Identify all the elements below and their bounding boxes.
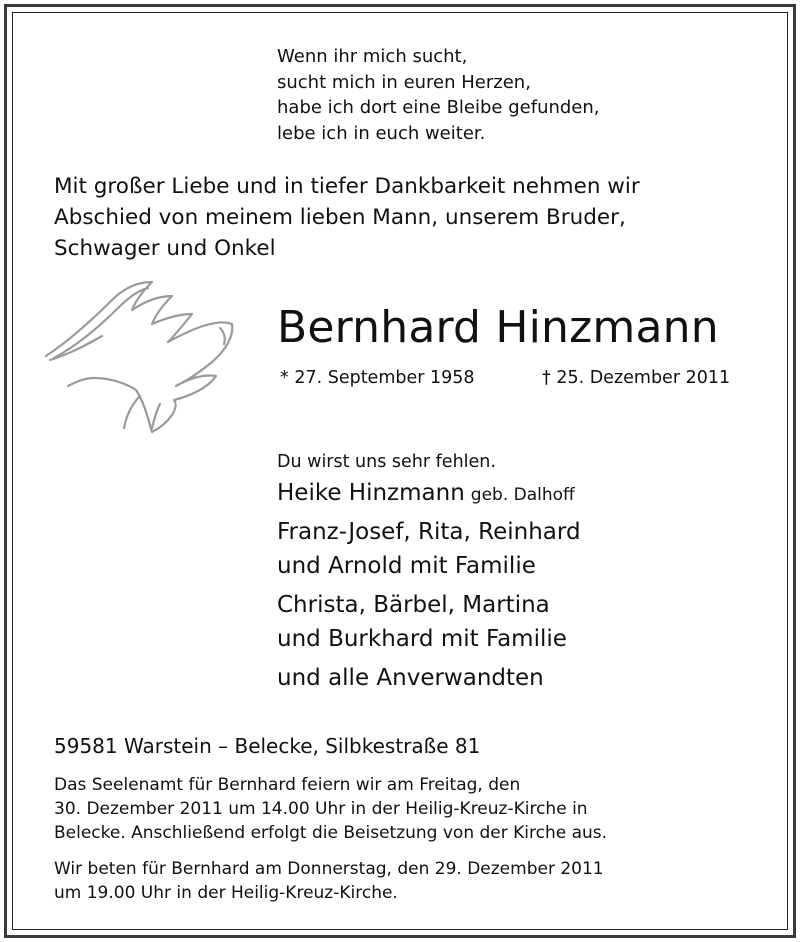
spouse-name: Heike Hinzmann	[277, 480, 465, 506]
birth-date: * 27. September 1958	[280, 368, 475, 388]
family-line: und Arnold mit Familie	[277, 553, 536, 579]
dove-icon	[40, 278, 240, 438]
prayer-line: Wir beten für Bernhard am Donnerstag, den 29. Dezember 2011	[54, 859, 604, 879]
poem	[277, 44, 600, 146]
poem-line: lebe ich in euch weiter.	[277, 122, 486, 144]
service-line: Belecke. Anschließend erfolgt die Beisetzung von der Kirche aus.	[54, 823, 608, 843]
family-line: Franz-Josef, Rita, Reinhard	[277, 519, 581, 545]
poem-line: Wenn ihr mich sucht,	[277, 46, 468, 67]
intro-text	[54, 171, 640, 264]
poem-line: habe ich dort eine Bleibe gefunden,	[277, 97, 600, 118]
deceased-name: Bernhard Hinzmann	[277, 302, 719, 353]
mourners-intro: Du wirst uns sehr fehlen.	[277, 452, 496, 472]
prayer-line: um 19.00 Uhr in der Heilig-Kreuz-Kirche.	[54, 883, 398, 903]
intro-line: Mit großer Liebe und in tiefer Dankbarkeit nehmen wir	[54, 174, 640, 199]
spouse	[277, 480, 575, 506]
intro-line: Schwager und Onkel	[54, 236, 276, 261]
family-line: Christa, Bärbel, Martina	[277, 592, 550, 618]
family-line: und alle Anverwandten	[277, 665, 544, 691]
service-line: Das Seelenamt für Bernhard feiern wir am Freitag, den	[54, 775, 521, 795]
family-line: und Burkhard mit Familie	[277, 626, 567, 652]
prayer-notice	[54, 857, 604, 905]
death-date: † 25. Dezember 2011	[542, 368, 731, 388]
service-line: 30. Dezember 2011 um 14.00 Uhr in der Heilig-Kreuz-Kirche in	[54, 799, 588, 819]
spouse-maiden-name: geb. Dalhoff	[470, 485, 575, 505]
poem-line: sucht mich in euren Herzen,	[277, 71, 531, 93]
address: 59581 Warstein – Belecke, Silbkestraße 81	[54, 734, 481, 758]
service-notice	[54, 773, 607, 845]
intro-line: Abschied von meinem lieben Mann, unserem Bruder,	[54, 205, 626, 230]
